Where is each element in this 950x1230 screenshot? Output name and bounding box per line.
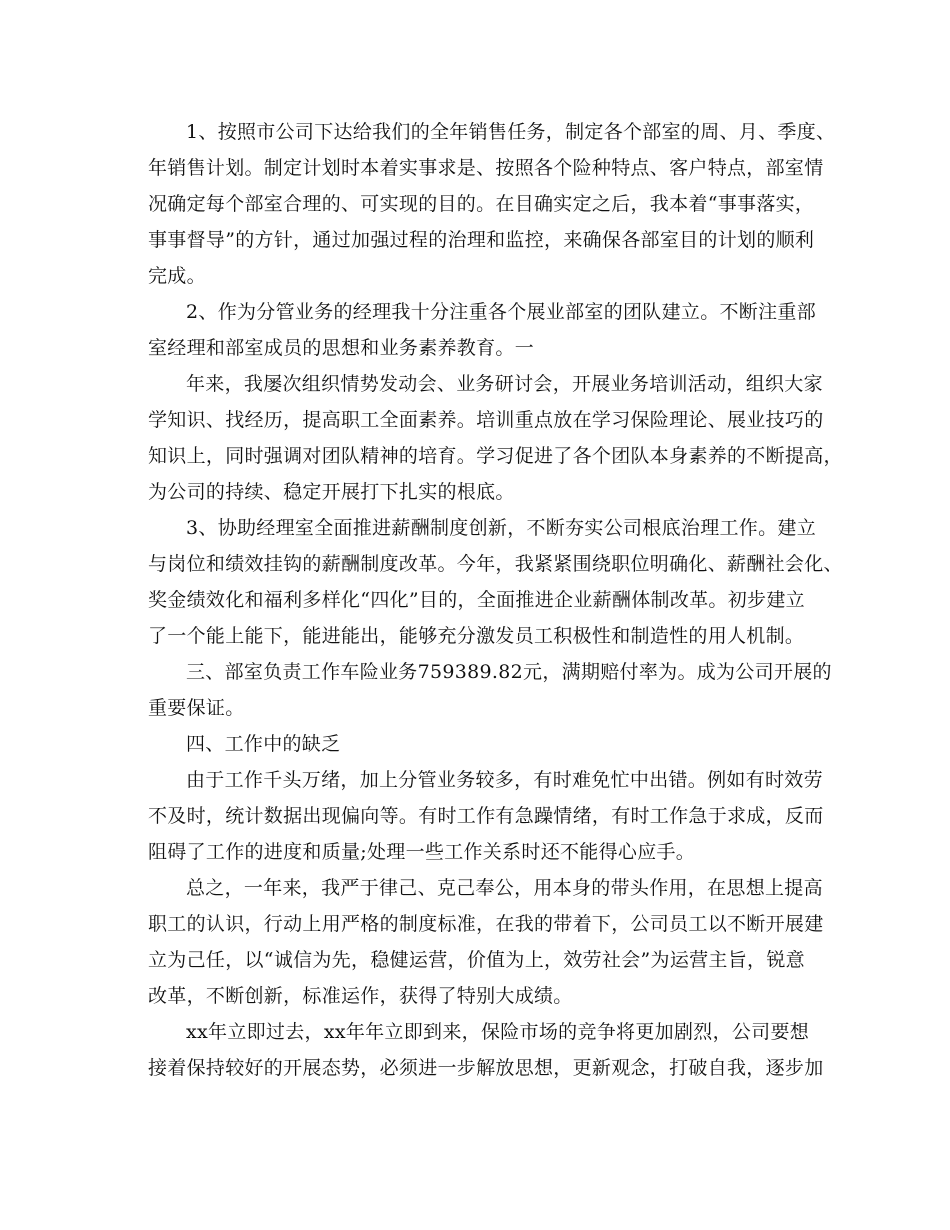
text-line: 阻碍了工作的进度和质量;处理一些工作关系时还不能得心应手。 [148,841,696,863]
text-line: 3、协助经理室全面推进薪酬制度创新，不断夯实公司根底治理工作。建立 [186,517,816,539]
text-line: 为公司的持续、稳定开展打下扎实的根底。 [148,481,515,503]
text-line: 职工的认识，行动上用严格的制度标准，在我的带着下，公司员工以不断开展建 [148,913,824,935]
text-line: 不及时，统计数据出现偏向等。有时工作有急躁情绪，有时工作急于求成，反而 [148,805,824,827]
text-line: xx年立即过去，xx年年立即到来，保险市场的竞争将更加剧烈，公司要想 [186,1021,810,1043]
text-line: 知识上，同时强调对团队精神的培育。学习促进了各个团队本身素养的不断提高， [148,445,843,467]
text-line: 改革，不断创新，标准运作，获得了特别大成绩。 [148,985,573,1007]
text-line: 完成。 [148,265,206,287]
text-line: 了一个能上能下，能进能出，能够充分激发员工积极性和制造性的用人机制。 [148,625,805,647]
text-line: 立为己任，以“诚信为先，稳健运营，价值为上，效劳社会”为运营主旨，锐意 [148,949,805,971]
text-line: 年来，我屡次组织情势发动会、业务研讨会，开展业务培训活动，组织大家 [186,373,823,395]
text-line: 事事督导”的方针，通过加强过程的治理和监控，来确保各部室目的计划的顺利 [148,229,815,251]
text-line: 年销售计划。制定计划时本着实事求是、按照各个险种特点、客户特点，部室情 [148,157,824,179]
text-line: 1、按照市公司下达给我们的全年销售任务，制定各个部室的周、月、季度、 [186,121,836,143]
text-line: 接着保持较好的开展态势，必须进一步解放思想，更新观念，打破自我，逐步加 [148,1057,824,1079]
section-heading: 四、工作中的缺乏 [186,733,341,755]
text-line: 三、部室负责工作车险业务759389.82元，满期赔付率为。成为公司开展的 [186,661,832,683]
text-line: 室经理和部室成员的思想和业务素养教育。一 [148,337,535,359]
text-line: 由于工作千头万绪，加上分管业务较多，有时难免忙中出错。例如有时效劳 [186,769,823,791]
text-line: 2、作为分管业务的经理我十分注重各个展业部室的团队建立。不断注重部 [186,301,816,323]
text-line: 总之，一年来，我严于律己、克己奉公，用本身的带头作用，在思想上提高 [186,877,823,899]
text-line: 与岗位和绩效挂钩的薪酬制度改革。今年，我紧紧围绕职位明确化、薪酬社会化、 [148,553,843,575]
text-line: 重要保证。 [148,697,245,719]
text-line: 奖金绩效化和福利多样化“四化”目的，全面推进企业薪酬体制改革。初步建立 [148,589,805,611]
text-line: 况确定每个部室合理的、可实现的目的。在目确实定之后，我本着“事事落实， [148,193,815,215]
text-line: 学知识、找经历，提高职工全面素养。培训重点放在学习保险理论、展业技巧的 [148,409,824,431]
